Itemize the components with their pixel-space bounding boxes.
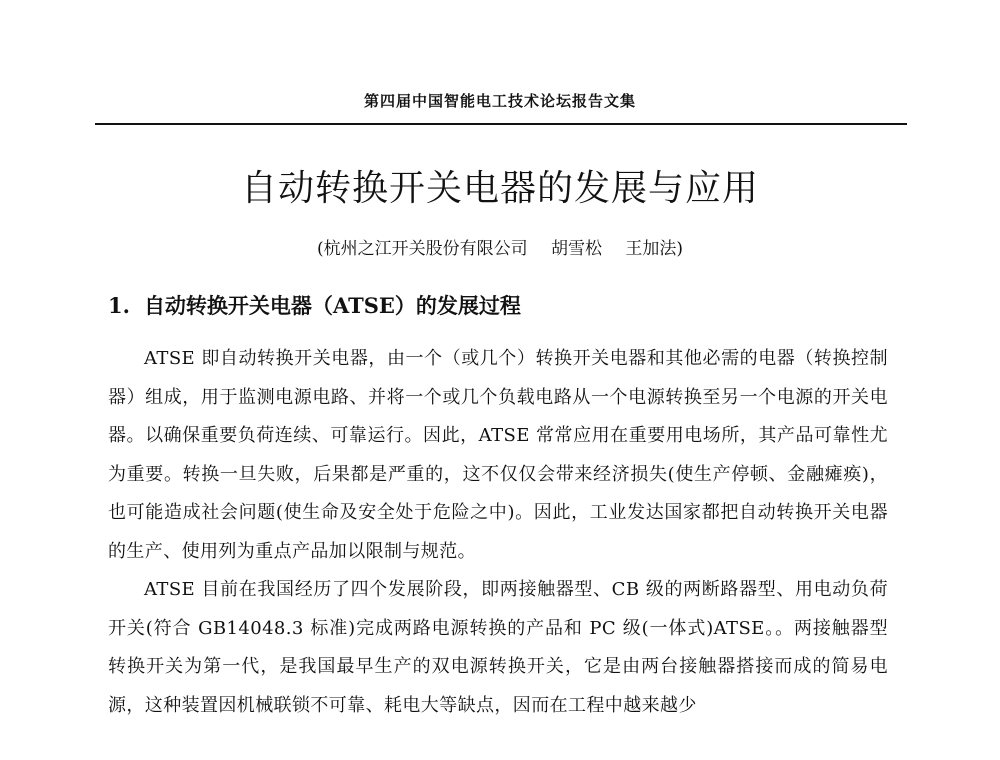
section-title: 自动转换开关电器（ATSE）的发展过程 bbox=[143, 293, 521, 318]
running-header: 第四届中国智能电工技术论坛报告文集 bbox=[363, 92, 636, 110]
section-number: 1. bbox=[108, 293, 130, 318]
header-rule bbox=[95, 123, 907, 125]
article-title: 自动转换开关电器的发展与应用 bbox=[240, 168, 759, 209]
paragraph: ATSE 目前在我国经历了四个发展阶段，即两接触器型、CB 级的两断路器型、用电动负荷开关(符合 GB14048.3 标准)完成两路电源转换的产品和 PC 级(一体式)ATSE。。两接触器型转换开关为第一代，是我国最早生产的双电源转换开关，它是由两台接触器搭接而成的简易电源，这种装置因机械联锁不可靠、耗电大等缺点，因而在工程中越来越少 bbox=[108, 579, 888, 716]
author-name: 王加法) bbox=[625, 239, 684, 259]
body-text bbox=[108, 340, 888, 725]
affiliation: (杭州之江开关股份有限公司 bbox=[316, 239, 528, 259]
author-line bbox=[0, 234, 1000, 259]
author-name: 胡雪松 bbox=[551, 239, 602, 259]
section-heading bbox=[108, 290, 521, 320]
paragraph: ATSE 即自动转换开关电器，由一个（或几个）转换开关电器和其他必需的电器（转换控制器）组成，用于监测电源电路、并将一个或几个负载电路从一个电源转换至另一个电源的开关电器。以确保重要负荷连续、可靠运行。因此，ATSE 常常应用在重要用电场所，其产品可靠性尤为重要。转换一旦失败，后果都是严重的，这不仅仅会带来经济损失(使生产停顿、金融瘫痪)，也可能造成社会问题(使生命及安全处于危险之中)。因此，工业发达国家都把自动转换开关电器的生产、使用列为重点产品加以限制与规范。 bbox=[108, 348, 888, 562]
